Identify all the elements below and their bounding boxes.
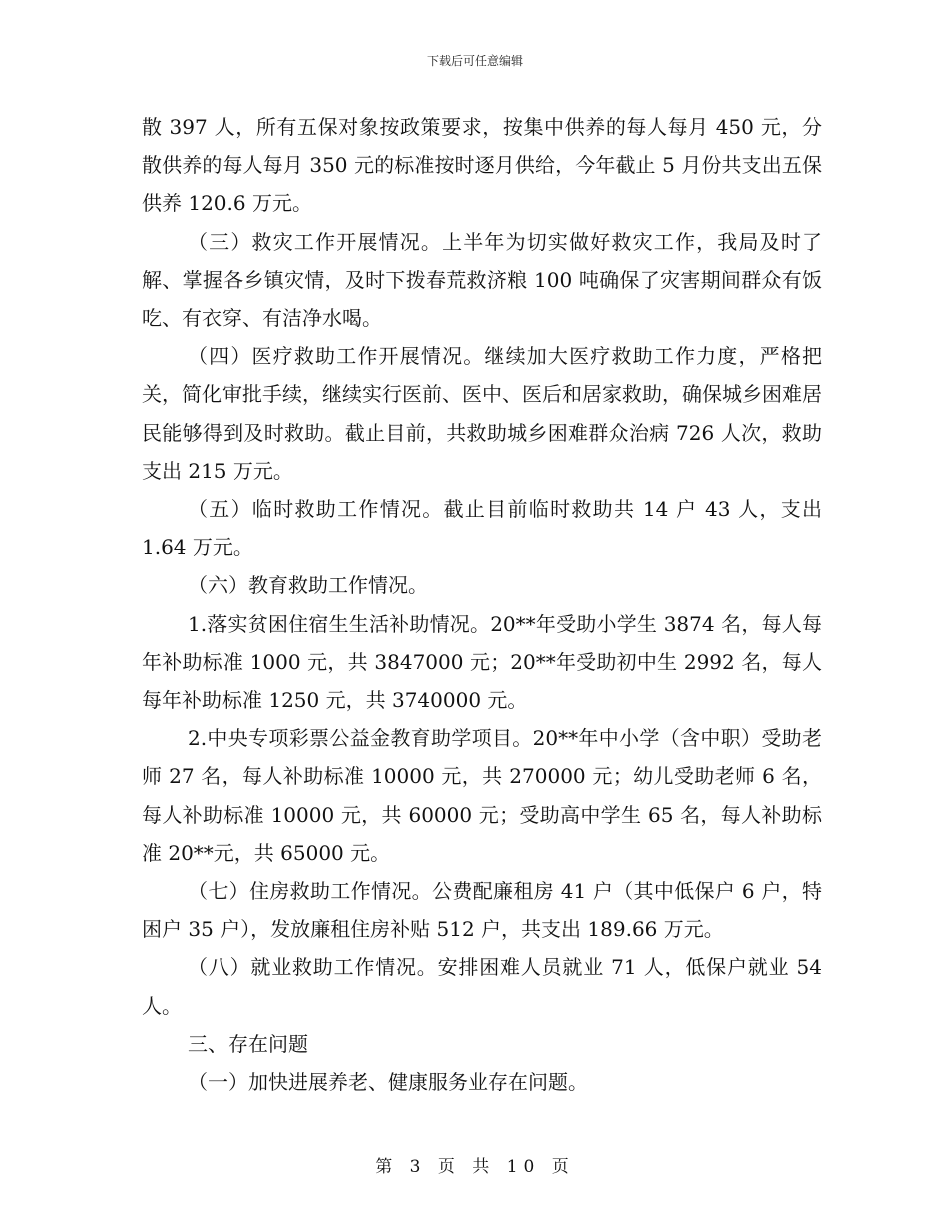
page-footer: 第 3 页 共 10 页: [375, 1157, 575, 1177]
paragraph: （三）救灾工作开展情况。上半年为切实做好救灾工作，我局及时了解、掌握各乡镇灾情，及时下拨春荒救济粮 100 吨确保了灾害期间群众有饭吃、有衣穿、有洁净水喝。: [142, 229, 822, 331]
paragraph: （五）临时救助工作情况。截止目前临时救助共 14 户 43 人，支出 1.64 万元。: [142, 497, 822, 560]
paragraph: 2.中央专项彩票公益金教育助学项目。20**年中小学（含中职）受助老师 27 名，每人补助标准 10000 元，共 270000 元；幼儿受助老师 6 名，每人补助标准 10000 元，共 60000 元；受助高中学生 65 名，每人补助标准 20**元，共 65000 元。: [142, 726, 822, 865]
paragraph: （八）就业救助工作情况。安排困难人员就业 71 人，低保户就业 54 人。: [142, 955, 822, 1018]
paragraph: （六）教育救助工作情况。: [188, 573, 428, 598]
paragraph: （一）加快进展养老、健康服务业存在问题。: [188, 1070, 588, 1095]
page-header: 下载后可任意编辑: [426, 54, 523, 68]
document-body: [142, 108, 822, 1101]
paragraph: 1.落实贫困住宿生生活补助情况。20**年受助小学生 3874 名，每人每年补助标准 1000 元，共 3847000 元；20**年受助初中生 2992 名，每人每年补助标准 1250 元，共 3740000 元。: [142, 611, 822, 713]
paragraph: 散 397 人，所有五保对象按政策要求，按集中供养的每人每月 450 元，分散供养的每人每月 350 元的标准按时逐月供给，今年截止 5 月份共支出五保供养 120.6 万元。: [142, 115, 822, 216]
paragraph: （七）住房救助工作情况。公费配廉租房 41 户（其中低保户 6 户，特困户 35 户），发放廉租住房补贴 512 户，共支出 189.66 万元。: [142, 879, 822, 942]
paragraph: 三、存在问题: [188, 1031, 308, 1056]
paragraph: （四）医疗救助工作开展情况。继续加大医疗救助工作力度，严格把关，简化审批手续，继续实行医前、医中、医后和居家救助，确保城乡困难居民能够得到及时救助。截止目前，共救助城乡困难群众治病 726 人次，救助支出 215 万元。: [142, 344, 822, 483]
